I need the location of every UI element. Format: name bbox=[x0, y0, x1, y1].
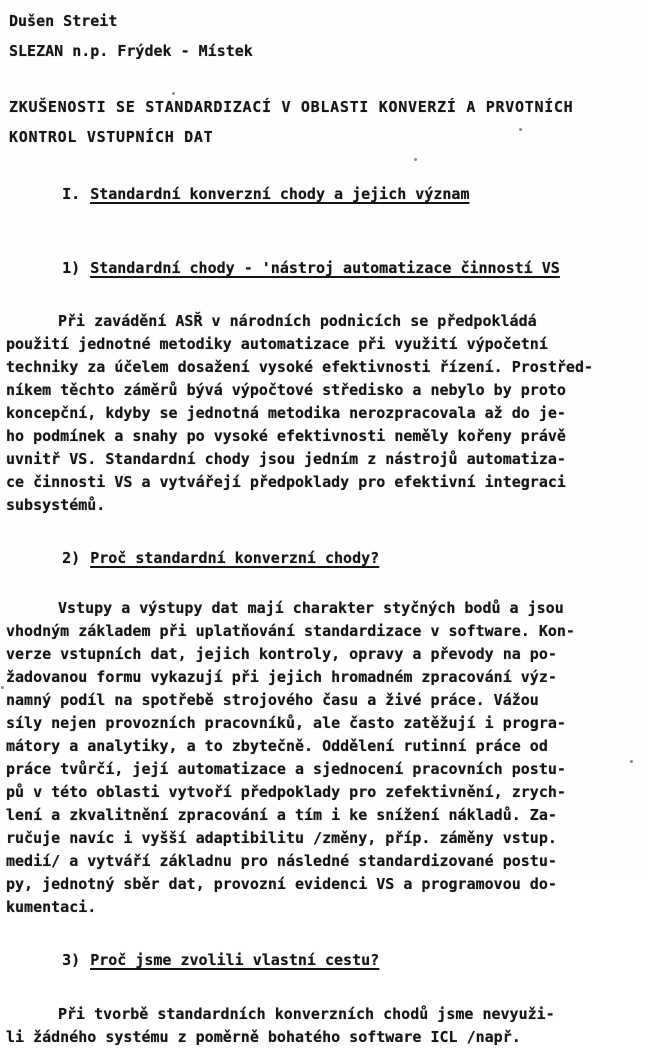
subsection-number: 2) bbox=[62, 549, 81, 567]
text-line: verze vstupních dat, jejich kontroly, opravy a převody na po- bbox=[6, 645, 557, 663]
subsection-number: 1) bbox=[62, 259, 81, 277]
text-line: py, jednotný sběr dat, provozní evidenci VS a programovou do- bbox=[6, 875, 557, 893]
text-line: Při tvorbě standardních konverzních chodů jsme nevyuži- bbox=[58, 1005, 555, 1023]
scan-speckle bbox=[1, 686, 4, 689]
organization-line: SLEZAN n.p. Frýdek - Místek bbox=[9, 42, 253, 60]
document-title-line-1: ZKUŠENOSTI SE STANDARDIZACÍ V OBLASTI KONVERZÍ A PRVOTNÍCH bbox=[9, 98, 574, 116]
document-title-line-2: KONTROL VSTUPNÍCH DAT bbox=[9, 128, 214, 146]
subsection-heading-2 bbox=[26, 525, 639, 591]
author-line: Dušen Streit bbox=[9, 12, 118, 30]
paragraph-1 bbox=[6, 310, 639, 517]
scan-speckle bbox=[630, 760, 633, 763]
subsection-heading-3 bbox=[26, 927, 639, 993]
section-number: I. bbox=[62, 185, 81, 203]
text-line: vhodným základem při uplatňování standardizace v software. Kon- bbox=[6, 622, 575, 640]
text-line: medií/ a vytváří základnu pro následné standardizované postu- bbox=[6, 852, 557, 870]
text-line: ho podmínek a snahy po vysoké efektivnosti neměly kořeny právě bbox=[6, 427, 566, 445]
subsection-heading-text: Proč standardní konverzní chody? bbox=[90, 549, 380, 567]
text-line: ce činnosti VS a vytvářejí předpoklady pro efektivní integraci bbox=[6, 473, 566, 491]
text-line: lení a zkvalitnění zpracování a tím i ke snížení nákladů. Za- bbox=[6, 806, 557, 824]
subsection-heading-text: Proč jsme zvolili vlastní cestu? bbox=[90, 951, 380, 969]
text-line: síly nejen provozních pracovníků, ale často zatěžují i progra- bbox=[6, 714, 566, 732]
text-line: Při zavádění ASŘ v národních podnicích se předpokládá bbox=[58, 312, 537, 330]
paragraph-2 bbox=[6, 597, 639, 919]
text-line: koncepční, kdyby se jednotná metodika nerozpracovala až do je- bbox=[6, 404, 566, 422]
text-line: techniky za účelem dosažení vysoké efektivnosti řízení. Prostřed- bbox=[6, 358, 593, 376]
scan-speckle bbox=[519, 128, 522, 131]
text-line: ručuje navíc i vyšší adaptibilitu /změny, příp. záměny vstup. bbox=[6, 829, 557, 847]
text-line: žadovanou formu vykazují při jejich hromadném zpracování výz- bbox=[6, 668, 557, 686]
paragraph-3 bbox=[6, 1003, 639, 1049]
text-line: Vstupy a výstupy dat mají charakter styčných bodů a jsou bbox=[58, 599, 564, 617]
subsection-number: 3) bbox=[62, 951, 81, 969]
text-line: subsystémů. bbox=[6, 496, 106, 514]
text-line: namný podíl na spotřebě strojového času a živé práce. Vážou bbox=[6, 691, 539, 709]
section-heading-I bbox=[26, 161, 639, 227]
subsection-heading-text: Standardní chody - 'nástroj automatizace činností VS bbox=[90, 259, 560, 277]
text-line: uvnitř VS. Standardní chody jsou jedním z nástrojů automatiza- bbox=[6, 450, 566, 468]
text-line: li žádného systému z poměrně bohatého software ICL /např. bbox=[6, 1028, 521, 1046]
text-line: kumentaci. bbox=[6, 898, 97, 916]
text-line: mátory a analytiky, a to zbytečně. Oddělení rutinní práce od bbox=[6, 737, 548, 755]
scan-speckle bbox=[172, 92, 175, 95]
text-line: pů v této oblasti vytvoří předpoklady pro zefektivnění, zrych- bbox=[6, 783, 566, 801]
text-line: níkem těchto záměrů bývá výpočtové středisko a nebylo by proto bbox=[6, 381, 566, 399]
scan-speckle bbox=[414, 158, 417, 161]
text-line: práce tvůrčí, její automatizace a sjednocení pracovních postu- bbox=[6, 760, 566, 778]
text-line: použití jednotné metodiky automatizace při využití výpočetní bbox=[6, 335, 548, 353]
subsection-heading-1 bbox=[26, 235, 639, 301]
section-heading-text: Standardní konverzní chody a jejich význam bbox=[90, 185, 470, 203]
